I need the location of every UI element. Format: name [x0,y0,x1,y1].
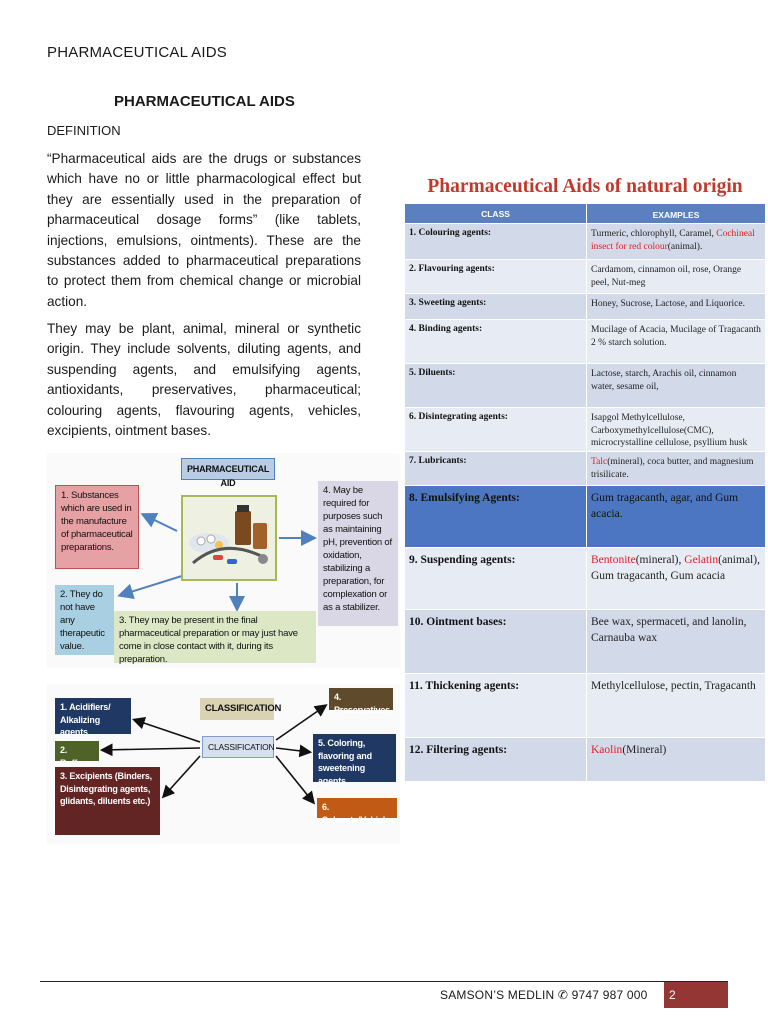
class-preservatives: 4. Preservatives [329,688,393,710]
arrow-to-buffers [103,748,200,750]
row-examples: Honey, Sucrose, Lactose, and Liquorice. [591,299,745,309]
table-row [405,294,765,320]
page-title: PHARMACEUTICAL AIDS [114,93,295,110]
pharmaceutical-aid-diagram [47,453,400,668]
table-row [405,260,765,294]
table-row [405,452,765,486]
class-buffers: 2. Buffers [55,741,99,761]
definition-paragraph: “Pharmaceutical aids are the drugs or substances which have no or little pharmacological effect but they are essentially used in the preparation of pharmaceutical dosage forms” (like tablets, injections, emulsions, ointments). These are the substances added to pharmaceutical preparations to protect them from chemical change or microbial action. [47,151,361,309]
row-examples: Isapgol Methylcellulose, Carboxymethylcellulose(CMC), microcrystalline cellulose, psyllium husk [591,413,748,448]
footer-divider [40,981,728,982]
table-row [405,674,765,738]
row-class: 2. Flavouring agents: [405,260,587,293]
box-purposes: 4. May be required for purposes such as maintaining pH, prevention of oxidation, stabilizing a preparation, for complexation or as a stabilizer. [318,481,398,626]
table-header-row [405,204,765,224]
row-class: 6. Disintegrating agents: [405,408,587,451]
row-examples: Mucilage of Acacia, Mucilage of Tragacanth 2 % starch solution. [591,325,761,348]
class-coloring-flavoring: 5. Coloring, flavoring and sweetening agents [313,734,396,782]
row-examples [587,738,765,781]
natural-origin-table [405,170,765,782]
row-examples [587,224,765,259]
row-examples-highlight: Bentonite [591,554,636,566]
row-class: 7. Lubricants: [405,452,587,485]
row-examples-highlight: Talc [591,457,608,467]
box-substances: 1. Substances which are used in the manufacture of pharmaceutical preparations. [55,485,139,569]
table-row [405,738,765,782]
pills-bottles-icon [183,497,275,579]
table-row [405,320,765,364]
header-title: PHARMACEUTICAL AIDS [47,44,227,61]
natural-table-title: Pharmaceutical Aids of natural origin [427,176,743,197]
row-examples-tail: (mineral), coca butter, and magnesium trisilicate. [591,457,754,480]
arrow-to-coloring [276,748,309,752]
box-final-preparation: 3. They may be present in the final pharmaceutical preparation or may just have come in close contact with it, during its preparation. [114,611,316,663]
row-class: 8. Emulsifying Agents: [405,486,587,547]
row-examples [587,452,765,485]
row-class: 11. Thickening agents: [405,674,587,737]
classification-diagram [47,684,400,844]
origin-paragraph: They may be plant, animal, mineral or synthetic origin. They include solvents, diluting agents, and suspending agents, and emulsifying agents, antioxidants, preservatives, pharmaceutical; colouring agents, flavouring agents, vehicles, excipients, ointment bases. [47,321,361,439]
classification-center: CLASSIFICATION [202,736,274,758]
arrow-to-box1 [144,515,177,531]
class-solvents: 6. Solvents/Vehicles [317,798,397,818]
row-class: 4. Binding agents: [405,320,587,363]
arrow-to-box2 [121,575,185,595]
footer-text: SAMSON’S MEDLIN ✆ 9747 987 000 [440,988,648,1002]
row-class: 12. Filtering agents: [405,738,587,781]
table-row [405,408,765,452]
table-row [405,486,765,548]
row-class: 1. Colouring agents: [405,224,587,259]
class-acidifiers: 1. Acidifiers/ Alkalizing agents [55,698,131,734]
row-examples [587,548,765,609]
row-examples-text: Turmeric, chlorophyll, Caramel, [591,229,717,239]
row-class: 9. Suspending agents: [405,548,587,609]
row-examples: Methylcellulose, pectin, Tragacanth [591,680,756,692]
page-number-badge: 2 [664,982,728,1008]
classification-title: CLASSIFICATION [200,698,274,720]
arrow-to-acidifiers [135,720,200,742]
row-examples: Lactose, starch, Arachis oil, cinnamon water, sesame oil, [591,369,737,392]
row-examples-tail: (Mineral) [622,744,667,756]
row-class: 10. Ointment bases: [405,610,587,673]
row-class: 3. Sweeting agents: [405,294,587,319]
row-examples: Gum tragacanth, agar, and Gum acacia. [591,492,739,520]
row-examples-highlight-2: Gelatin [684,554,719,566]
table-row [405,224,765,260]
row-class: 5. Diluents: [405,364,587,407]
row-examples-highlight: Kaolin [591,744,623,756]
row-examples-tail: (animal). [667,241,703,252]
row-examples: Cardamom, cinnamon oil, rose, Orange peel, Nut-meg [591,265,742,288]
column-header-examples: EXAMPLES [652,210,700,220]
table-row [405,364,765,408]
class-excipients: 3. Excipients (Binders, Disintegrating agents, glidants, diluents etc.) [55,767,160,835]
pharmacy-image [181,495,277,581]
arrow-to-excipients [164,756,200,796]
arrow-to-solvents [276,756,313,802]
table-row [405,548,765,610]
row-examples-tail: (mineral), [635,554,685,566]
diagram-title: PHARMACEUTICAL AID [181,458,275,480]
row-examples: Bee wax, spermaceti, and lanolin, Carnauba wax [591,616,747,644]
row-examples-tail-2: (animal), Gum tragacanth, Gum acacia [591,554,760,582]
table-row [405,610,765,674]
column-header-class: CLASS [405,204,587,223]
definition-label: DEFINITION [47,123,121,138]
row-examples-highlight: Cochineal insect for red colour [591,229,755,252]
box-no-therapeutic-value: 2. They do not have any therapeutic value. [55,585,114,655]
